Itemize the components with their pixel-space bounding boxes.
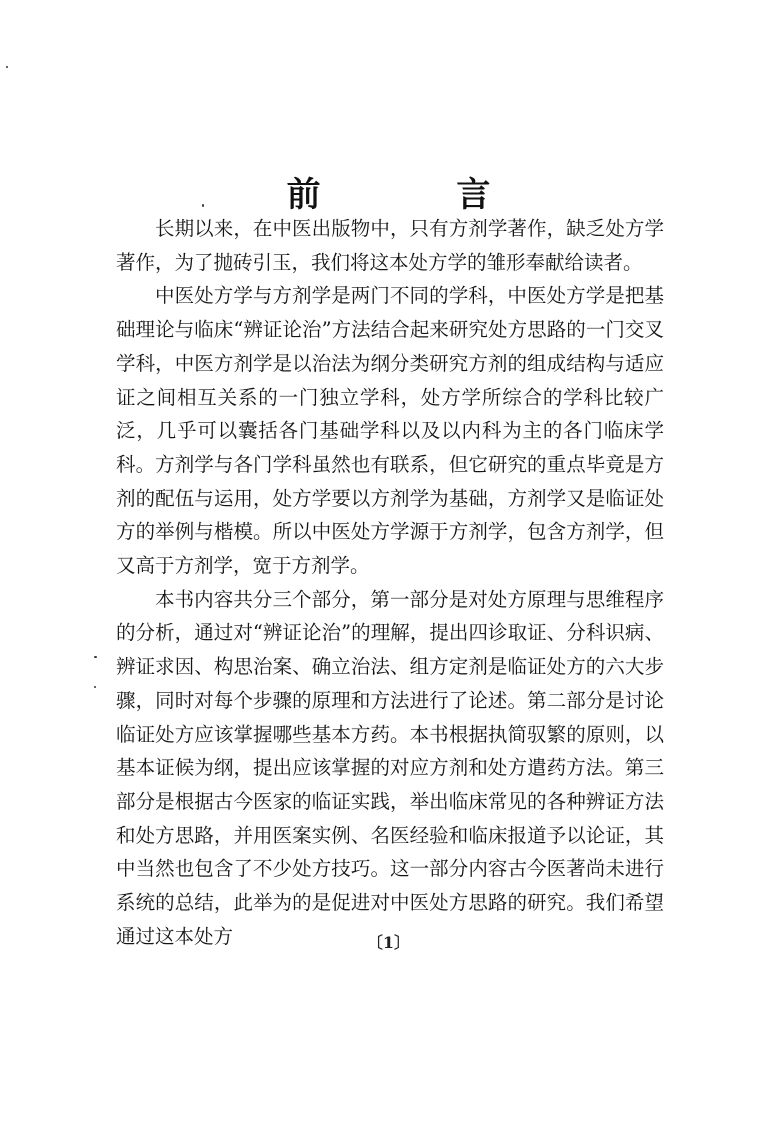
preface-paragraph-3: 本书内容共分三个部分，第一部分是对处方原理与思维程序的分析，通过对“辨证论治”的理解，提出四诊取证、分科识病、辨证求因、构思治案、确立治法、组方定剂是临证处方的六大步骤，同时对每个步骤的原理和方法进行了论述。第二部分是讨论临证处方应该掌握哪些基本方药。本书根据执简驭繁的原则，以基本证候为纲，提出应该掌握的对应方剂和处方遣药方法。第三部分是根据古今医家的临证实践，举出临床常见的各种辨证方法和处方思路，并用医案实例、名医经验和临床报道予以论证，其中当然也包含了不少处方技巧。这一部分内容古今医著尚未进行系统的总结，此举为的是促进对中医处方思路的研究。我们希望通过这本处方 (116, 587, 664, 948)
preface-body (116, 212, 664, 953)
preface-paragraph-2: 中医处方学与方剂学是两门不同的学科，中医处方学是把基础理论与临床“辨证论治”方法结合起来研究处方思路的一门交叉学科，中医方剂学是以治法为纲分类研究方剂的组成结构与适应证之间相互关系的一门独立学科，处方学所综合的学科比较广泛，几乎可以囊括各门基础学科以及以内科为主的各门临床学科。方剂学与各门学科虽然也有联系，但它研究的重点毕竟是方剂的配伍与运用，处方学要以方剂学为基础，方剂学又是临证处方的举例与楷模。所以中医处方学源于方剂学，包含方剂学，但又高于方剂学，宽于方剂学。 (116, 284, 664, 578)
scan-speck (94, 686, 96, 688)
preface-paragraph-1: 长期以来，在中医出版物中，只有方剂学著作，缺乏处方学著作，为了抛砖引玉，我们将这本处方学的雏形奉献给读者。 (116, 217, 664, 274)
page-title: 前 言 (286, 174, 553, 215)
page-number: 〔1〕 (366, 933, 411, 952)
scan-speck (94, 656, 97, 658)
scan-speck (6, 66, 8, 68)
